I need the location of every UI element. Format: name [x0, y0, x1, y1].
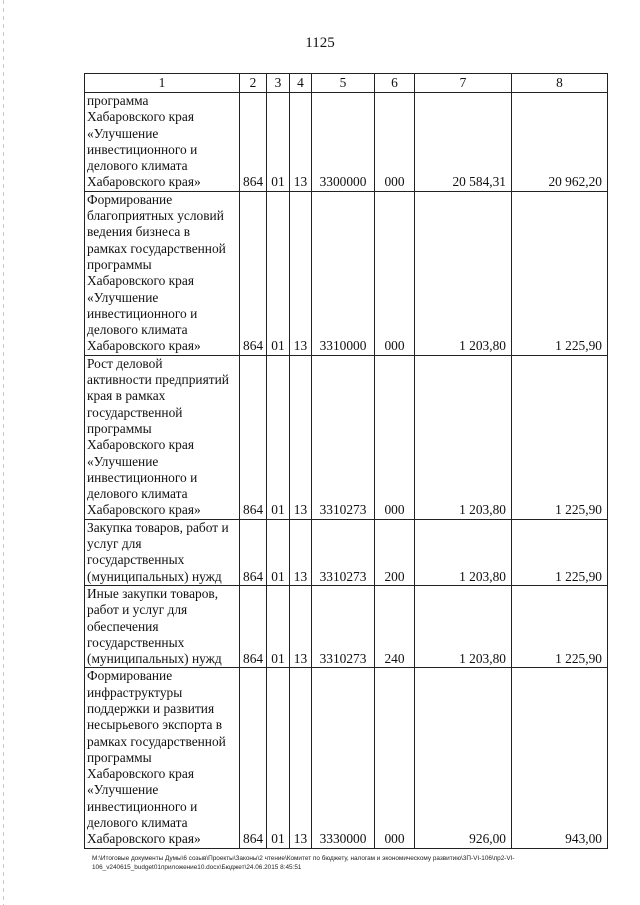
budget-table [84, 73, 608, 849]
table-row [85, 355, 608, 519]
amount-year-2: 1 225,90 [512, 191, 608, 355]
description-line: программы [87, 256, 152, 272]
description-line: Хабаровского края» [87, 338, 201, 354]
table-row [85, 519, 608, 585]
row-description [85, 191, 240, 355]
section-code: 01 [267, 668, 290, 848]
description-line: инфраструктуры [87, 684, 183, 700]
amount-year-2: 1 225,90 [512, 519, 608, 585]
expense-type-code: 000 [375, 93, 415, 192]
target-article-code: 3310000 [312, 191, 375, 355]
description-line: Хабаровского края [87, 766, 194, 782]
target-article-code: 3310273 [312, 519, 375, 585]
amount-year-1: 1 203,80 [415, 519, 512, 585]
description-line: поддержки и развития [87, 700, 215, 716]
table-row [85, 93, 608, 192]
amount-year-1: 1 203,80 [415, 355, 512, 519]
description-line: Хабаровского края» [87, 502, 201, 518]
description-line: края в рамках [87, 388, 166, 404]
description-line: (муниципальных) нужд [87, 651, 222, 667]
subsection-code: 13 [290, 191, 312, 355]
section-code: 01 [267, 355, 290, 519]
description-line: инвестиционного и [87, 305, 198, 321]
description-line: ведения бизнеса в [87, 224, 191, 240]
footer-line: 106_v240615_budget01приложение10.docx\Бюджет\24.06.2015 8:45:51 [92, 863, 302, 871]
amount-year-1: 20 584,31 [415, 93, 512, 192]
ministry-code: 864 [240, 668, 267, 848]
expense-type-code: 000 [375, 355, 415, 519]
subsection-code: 13 [290, 668, 312, 848]
row-description [85, 668, 240, 848]
column-header-6: 6 [375, 74, 415, 93]
target-article-code: 3310273 [312, 585, 375, 667]
description-line: несырьевого экспорта в [87, 717, 223, 733]
description-line: благоприятных условий [87, 208, 224, 224]
description-line: Формирование [87, 668, 173, 684]
description-line: услуг для [87, 536, 142, 552]
description-line: «Улучшение [87, 289, 159, 305]
column-header-5: 5 [312, 74, 375, 93]
amount-year-2: 20 962,20 [512, 93, 608, 192]
amount-year-2: 1 225,90 [512, 355, 608, 519]
description-line: программы [87, 420, 152, 436]
description-line: Хабаровского края» [87, 831, 201, 847]
description-line: программы [87, 749, 152, 765]
file-path-footer [92, 855, 612, 872]
row-description [85, 585, 240, 667]
column-header-1: 1 [85, 74, 240, 93]
description-line: делового климата [87, 815, 188, 831]
table-header-row [85, 74, 608, 93]
description-line: Хабаровского края [87, 273, 194, 289]
section-code: 01 [267, 519, 290, 585]
description-line: активности предприятий [87, 372, 229, 388]
target-article-code: 3300000 [312, 93, 375, 192]
subsection-code: 13 [290, 355, 312, 519]
table-row [85, 668, 608, 848]
description-line: государственных [87, 552, 185, 568]
expense-type-code: 200 [375, 519, 415, 585]
amount-year-1: 1 203,80 [415, 585, 512, 667]
section-code: 01 [267, 191, 290, 355]
scan-edge [3, 0, 4, 905]
ministry-code: 864 [240, 519, 267, 585]
description-line: программа [87, 93, 149, 108]
description-line: «Улучшение [87, 453, 159, 469]
ministry-code: 864 [240, 355, 267, 519]
column-header-3: 3 [267, 74, 290, 93]
column-header-2: 2 [240, 74, 267, 93]
amount-year-1: 926,00 [415, 668, 512, 848]
description-line: делового климата [87, 486, 188, 502]
expense-type-code: 240 [375, 585, 415, 667]
description-line: Хабаровского края [87, 437, 194, 453]
table-row [85, 585, 608, 667]
description-line: обеспечения [87, 618, 159, 634]
description-line: работ и услуг для [87, 602, 188, 618]
footer-line: М:\Итоговые документы Думы\6 созыв\Проекты\Законы\2 чтение\Комитет по бюджету, налогам и экономическому развитию\3П-VI-106\пр2-VI- [92, 855, 515, 862]
description-line: делового климата [87, 322, 188, 338]
ministry-code: 864 [240, 93, 267, 192]
description-line: Закупка товаров, работ и [87, 519, 229, 535]
description-line: государственной [87, 404, 183, 420]
column-header-4: 4 [290, 74, 312, 93]
amount-year-2: 1 225,90 [512, 585, 608, 667]
description-line: рамках государственной [87, 733, 226, 749]
description-line: (муниципальных) нужд [87, 568, 222, 584]
subsection-code: 13 [290, 519, 312, 585]
description-line: «Улучшение [87, 782, 159, 798]
expense-type-code: 000 [375, 668, 415, 848]
description-line: государственных [87, 634, 185, 650]
amount-year-2: 943,00 [512, 668, 608, 848]
description-line: Хабаровского края [87, 109, 194, 125]
expense-type-code: 000 [375, 191, 415, 355]
section-code: 01 [267, 585, 290, 667]
subsection-code: 13 [290, 585, 312, 667]
description-line: Иные закупки товаров, [87, 585, 219, 601]
target-article-code: 3310273 [312, 355, 375, 519]
description-line: инвестиционного и [87, 798, 198, 814]
description-line: рамках государственной [87, 240, 226, 256]
amount-year-1: 1 203,80 [415, 191, 512, 355]
description-line: Рост деловой [87, 355, 163, 371]
target-article-code: 3330000 [312, 668, 375, 848]
description-line: «Улучшение [87, 125, 159, 141]
row-description [85, 519, 240, 585]
description-line: инвестиционного и [87, 469, 198, 485]
row-description [85, 93, 240, 192]
row-description [85, 355, 240, 519]
page-number: 1125 [305, 35, 335, 51]
description-line: Хабаровского края» [87, 174, 201, 190]
section-code: 01 [267, 93, 290, 192]
ministry-code: 864 [240, 585, 267, 667]
column-header-7: 7 [415, 74, 512, 93]
description-line: Формирование [87, 191, 173, 207]
table-row [85, 191, 608, 355]
column-header-8: 8 [512, 74, 608, 93]
description-line: инвестиционного и [87, 141, 198, 157]
subsection-code: 13 [290, 93, 312, 192]
description-line: делового климата [87, 158, 188, 174]
ministry-code: 864 [240, 191, 267, 355]
